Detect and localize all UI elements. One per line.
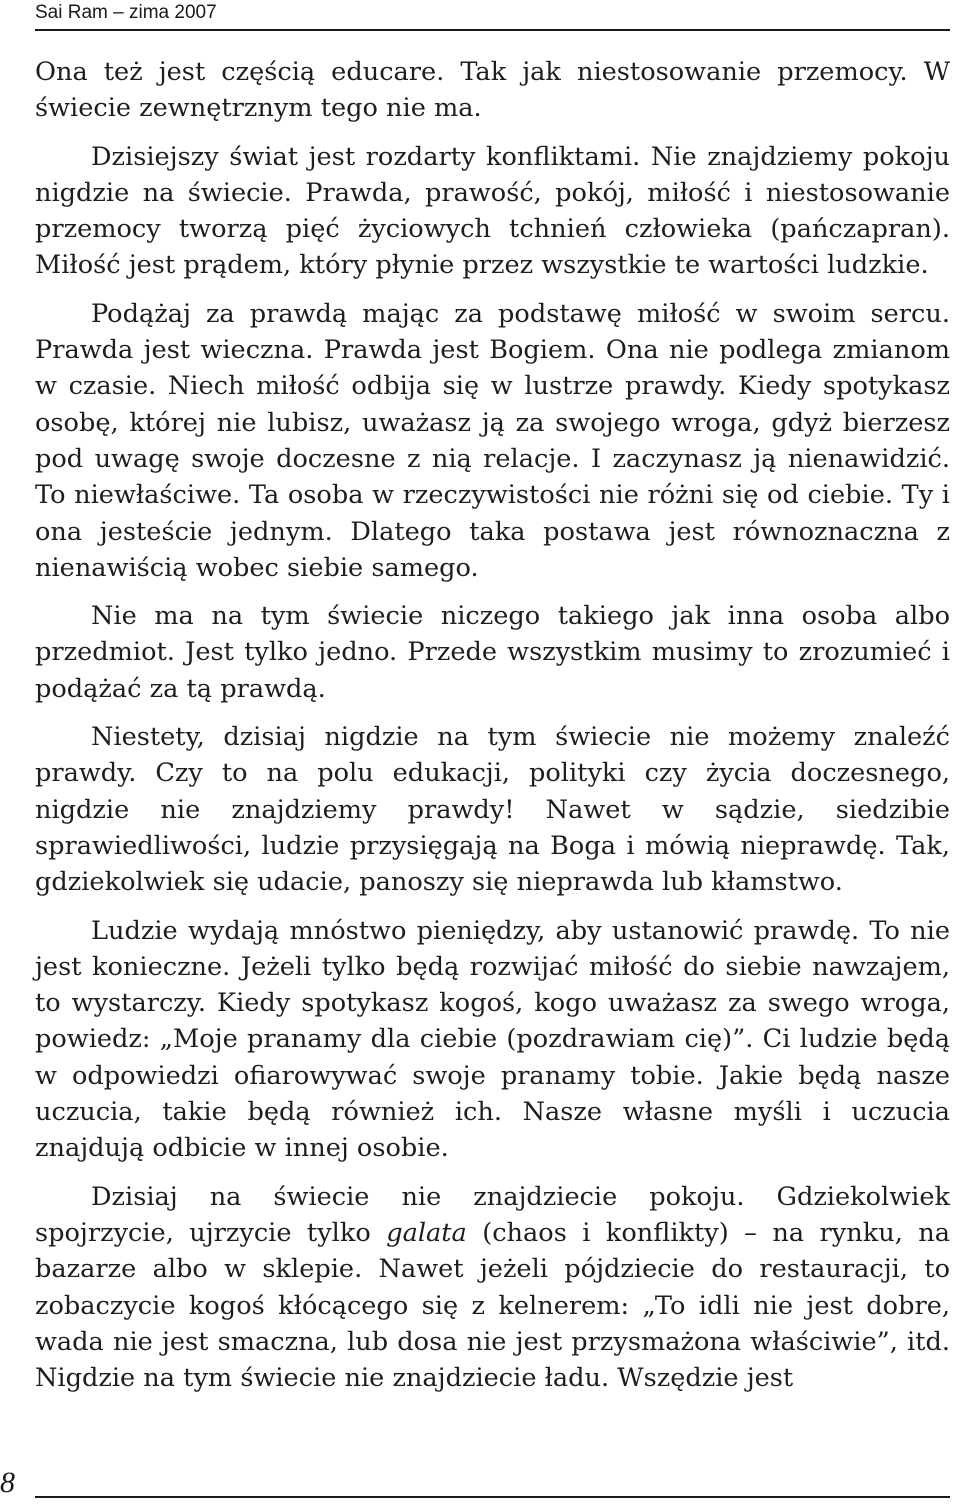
paragraph-1: Ona też jest częścią educare. Tak jak niestosowanie przemocy. W świecie zewnętrznym tego nie ma.	[35, 57, 950, 124]
italic-term-galata: galata	[386, 1217, 467, 1248]
paragraph-7-start: Dzisiaj na świecie nie znajdziecie pokoju. Gdziekolwiek spojrzycie, ujrzycie tylko	[35, 1181, 950, 1248]
paragraph-3: Podążaj za prawdą mając za podstawę miłość w swoim sercu. Prawda jest wieczna. Prawda jest Bogiem. Ona nie podlega zmianom w czasie. Niech miłość odbija się w lustrze prawdy. Kiedy spotykasz osobę, której nie lubisz, uważasz ją za swojego wroga, gdyż bierzesz pod uwagę swoje doczesne z nią relacje. I zaczynasz ją nienawidzić. To niewłaściwe. Ta osoba w rzeczywistości nie różni się od ciebie. Ty i ona jesteście jednym. Dlatego taka postawa jest równoznaczna z nienawiścią wobec siebie samego.	[35, 298, 950, 583]
footer-divider	[35, 1496, 950, 1498]
paragraph-5: Niestety, dzisiaj nigdzie na tym świecie nie możemy znaleźć prawdy. Czy to na polu edukacji, polityki czy życia doczesnego, nigdzie nie znajdziemy prawdy! Nawet w sądzie, siedzibie sprawiedliwości, ludzie przysięgają na Boga i mówią nieprawdę. Tak, gdziekolwiek się udacie, panoszy się nieprawda lub kłamstwo.	[35, 722, 950, 898]
running-header: Sai Ram – zima 2007	[35, 2, 217, 23]
paragraph-4: Nie ma na tym świecie niczego takiego jak inna osoba albo przedmiot. Jest tylko jedno. Przede wszystkim musimy to zrozumieć i podążać za tą prawdą.	[35, 601, 950, 704]
article-body	[35, 54, 950, 1396]
paragraph-2: Dzisiejszy świat jest rozdarty konfliktami. Nie znajdziemy pokoju nigdzie na świecie. Prawda, prawość, pokój, miłość i niestosowanie przemocy tworzą pięć życiowych tchnień człowieka (pańczapran). Miłość jest prądem, który płynie przez wszystkie te wartości ludzkie.	[35, 141, 950, 281]
paragraph-6: Ludzie wydają mnóstwo pieniędzy, aby ustanowić prawdę. To nie jest konieczne. Jeżeli tylko będą rozwijać miłość do siebie nawzajem, to wystarczy. Kiedy spotykasz kogoś, kogo uważasz za swego wroga, powiedz: „Moje pranamy dla ciebie (pozdrawiam cię)”. Ci ludzie będą w odpowiedzi ofiarowywać swoje pranamy tobie. Jakie będą nasze uczucia, takie będą również ich. Nasze własne myśli i uczucia znajdują odbicie w innej osobie.	[35, 915, 950, 1164]
paragraph-7-end: (chaos i konflikty) – na rynku, na bazarze albo w sklepie. Nawet jeżeli pójdziecie do restauracji, to zobaczycie kogoś kłócącego się z kelnerem: „To idli nie jest dobre, wada nie jest smaczna, lub dosa nie jest przysmażona właściwie”, itd. Nigdzie na tym świecie nie znajdziecie ładu. Wszędzie jest	[35, 1217, 950, 1394]
page-number: 8	[0, 1466, 15, 1499]
paragraph-7	[35, 1179, 950, 1397]
header-divider	[35, 29, 950, 31]
